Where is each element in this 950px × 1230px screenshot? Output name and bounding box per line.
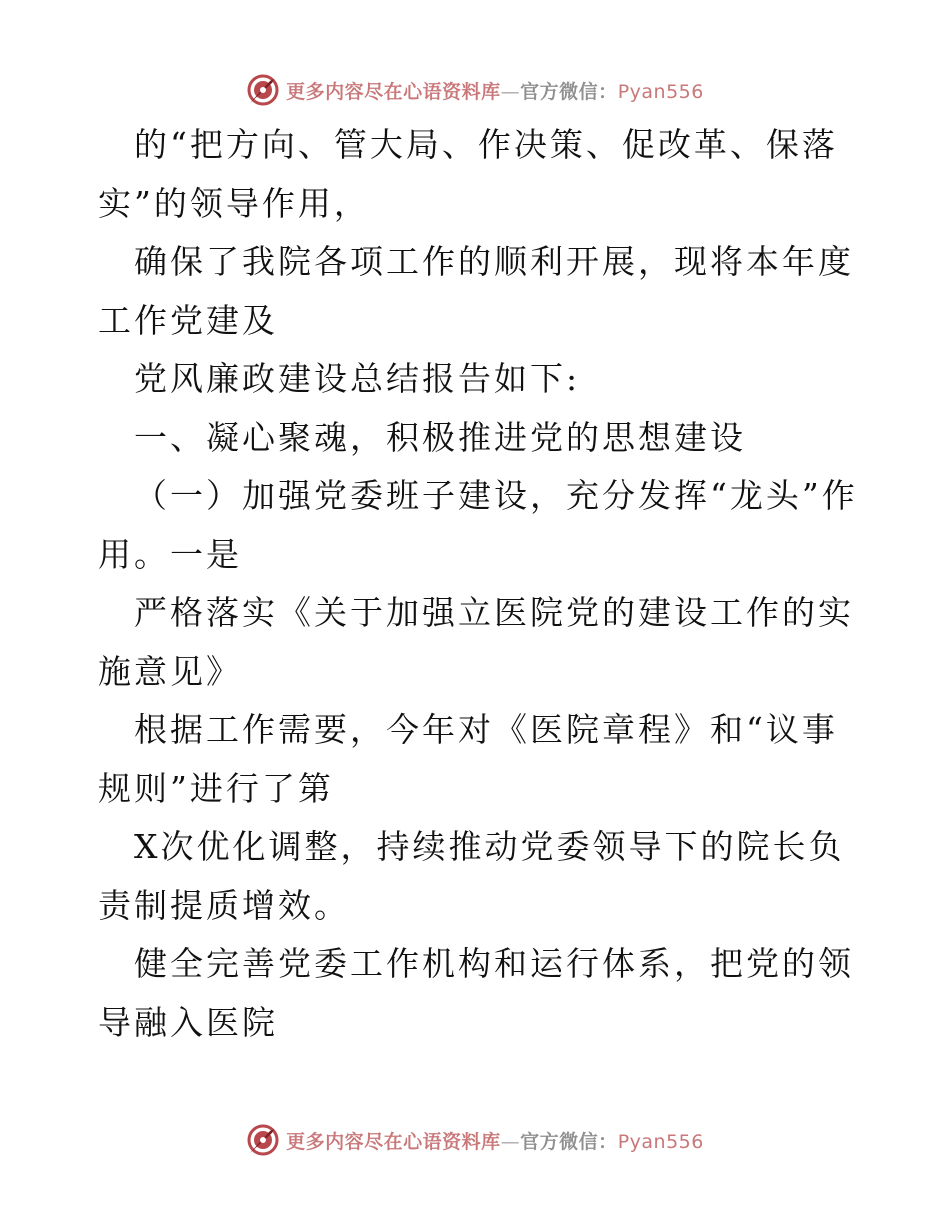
paragraph-1: 的“把方向、管大局、作决策、促改革、保落实”的领导作用， [98, 125, 838, 223]
watermark-text [286, 1127, 704, 1154]
watermark-text [286, 77, 704, 104]
watermark-wechat-label: 官方微信： [520, 1130, 618, 1153]
paragraph-2: 确保了我院各项工作的顺利开展，现将本年度工作党建及 [98, 242, 854, 340]
paragraph-3: 党风廉政建设总结报告如下: [134, 359, 581, 398]
watermark-site: 更多内容尽在心语资料库 [286, 80, 501, 103]
watermark-separator: — [500, 80, 521, 103]
quill-seal-icon [246, 73, 280, 107]
watermark-wechat-id: Pyan556 [617, 80, 704, 103]
section-heading: 一、凝心聚魂，积极推进党的思想建设 [134, 417, 746, 457]
document-body [98, 116, 858, 1052]
quill-seal-icon [246, 1123, 280, 1157]
paragraph-9: 健全完善党委工作机构和运行体系，把党的领导融入医院 [98, 944, 854, 1042]
paragraph-7: 根据工作需要，今年对《医院章程》和“议事规则”进行了第 [98, 710, 838, 808]
watermark-wechat-id: Pyan556 [617, 1130, 704, 1153]
paragraph-8: X次优化调整，持续推动党委领导下的院长负责制提质增效。 [98, 827, 845, 925]
paragraph-6: 严格落实《关于加强立医院党的建设工作的实施意见》 [98, 593, 854, 691]
header-watermark [0, 70, 950, 110]
watermark-separator: — [500, 1130, 521, 1153]
paragraph-5: （一）加强党委班子建设，充分发挥“龙头”作用。一是 [98, 476, 858, 574]
watermark-site: 更多内容尽在心语资料库 [286, 1130, 501, 1153]
watermark-wechat-label: 官方微信： [520, 80, 618, 103]
footer-watermark [0, 1120, 950, 1160]
